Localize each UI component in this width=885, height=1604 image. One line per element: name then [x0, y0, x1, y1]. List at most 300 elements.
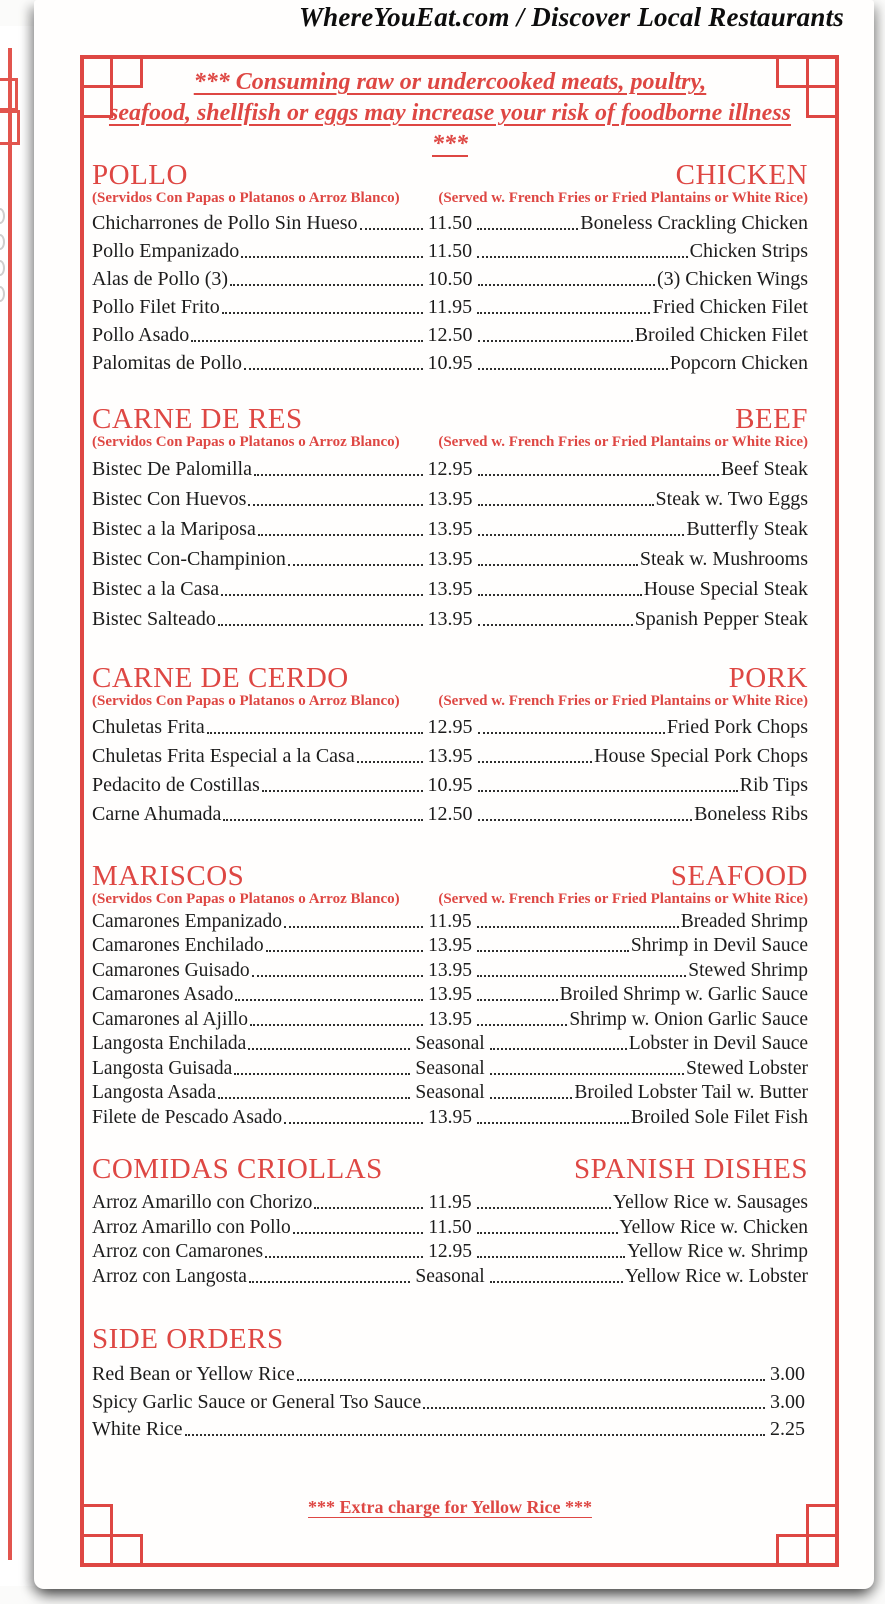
dot-leader: [357, 761, 423, 763]
item-name-en: Chicken Strips: [689, 240, 809, 262]
section-items: [92, 207, 808, 375]
item-name-es: Carne Ahumada: [92, 803, 222, 825]
menu-page: [34, 0, 874, 1589]
section-title-es: POLLO: [92, 159, 188, 191]
item-name-en: (3) Chicken Wings: [656, 268, 808, 290]
menu-item-row: [92, 1263, 808, 1288]
section-subtitle: [92, 892, 808, 906]
row-left: [92, 457, 425, 481]
item-name-en: Rib Tips: [739, 774, 808, 796]
menu-item-row: [92, 1055, 808, 1080]
dot-leader: [284, 1122, 423, 1124]
item-price: 10.95: [427, 774, 473, 796]
previous-page-border: [8, 48, 12, 1560]
dot-leader: [262, 790, 423, 792]
item-name-en: Spanish Pepper Steak: [634, 608, 808, 630]
dot-leader: [297, 1379, 765, 1381]
item-name-es: Pollo Filet Frito: [92, 296, 220, 318]
item-price: 11.50: [428, 1216, 472, 1238]
section-title-es: COMIDAS CRIOLLAS: [92, 1152, 383, 1185]
dot-leader: [314, 1207, 423, 1209]
row-right: [475, 959, 808, 982]
row-left: [92, 1081, 412, 1104]
section-mariscos: [92, 860, 809, 1129]
row-left: [92, 934, 425, 957]
menu-item-row: [92, 481, 808, 511]
row-left: [92, 1106, 425, 1129]
row-right: [475, 1240, 808, 1263]
section-subtitle: [92, 435, 808, 449]
dot-leader: [293, 1232, 424, 1234]
item-name-es: Arroz con Langosta: [92, 1265, 247, 1287]
item-name-en: Shrimp in Devil Sauce: [630, 935, 808, 956]
dot-leader: [250, 1024, 423, 1026]
row-left: [92, 715, 425, 739]
section-subtitle-es: (Servidos Con Papas o Platanos o Arroz Blanco): [92, 693, 400, 709]
dot-leader: [191, 340, 422, 342]
row-left: [92, 1032, 412, 1055]
item-price: 13.95: [427, 518, 473, 540]
row-left: [92, 1191, 425, 1214]
item-name-es: Bistec a la Mariposa: [92, 518, 256, 540]
item-name-en: Butterfly Steak: [686, 518, 808, 540]
dot-leader: [478, 790, 738, 792]
item-price: 13.95: [427, 578, 473, 600]
section-subtitle-es: (Servidos Con Papas o Platanos o Arroz Blanco): [92, 190, 400, 206]
menu-item-row: [92, 908, 808, 933]
row-right: [476, 487, 809, 511]
dot-leader: [241, 256, 423, 258]
dot-leader: [490, 1097, 573, 1099]
section-title-en: BEEF: [735, 403, 808, 435]
menu-item-row: [92, 1190, 808, 1215]
dot-leader: [221, 594, 422, 596]
dot-leader: [249, 1281, 410, 1283]
item-price: 12.95: [427, 458, 473, 480]
item-name-en: Yellow Rice w. Chicken: [619, 1216, 808, 1238]
item-name: Red Bean or Yellow Rice: [92, 1363, 295, 1385]
section-title-en: PORK: [728, 662, 808, 694]
item-name-es: Arroz Amarillo con Pollo: [92, 1216, 291, 1238]
menu-item-row: [92, 1239, 808, 1264]
row-left: [92, 267, 425, 291]
dot-leader: [478, 284, 655, 286]
row-right: [475, 239, 808, 263]
dot-leader: [207, 732, 423, 734]
health-warning: [92, 67, 808, 160]
item-name-en: Beef Steak: [720, 458, 808, 480]
item-name-en: Popcorn Chicken: [669, 352, 808, 374]
dot-leader: [218, 624, 423, 626]
item-price: 10.95: [427, 352, 473, 374]
dot-leader: [477, 1232, 618, 1234]
footer-note: *** Extra charge for Yellow Rice ***: [308, 1497, 592, 1517]
row-right: [475, 295, 808, 319]
dot-leader: [252, 975, 423, 977]
item-price: Seasonal: [415, 1057, 485, 1079]
row-left: [92, 910, 425, 933]
item-name-es: Pollo Asado: [92, 324, 190, 346]
health-warning-line2: seafood, shellfish or eggs may increase your risk of foodborne illness ***: [108, 100, 791, 157]
row-left: [92, 1265, 412, 1288]
item-price: 13.95: [428, 984, 472, 1005]
dot-leader: [477, 1207, 611, 1209]
item-name-en: Stewed Lobster: [686, 1057, 809, 1079]
menu-item-row: [92, 601, 808, 631]
row-left: [92, 239, 425, 263]
section-subtitle-en: (Served w. French Fries or Fried Plantains or White Rice): [438, 693, 808, 709]
row-left: [92, 1216, 425, 1239]
item-name-es: Arroz Amarillo con Chorizo: [92, 1192, 313, 1213]
section-heading: [92, 1322, 808, 1355]
ornament-square: [80, 1534, 113, 1567]
binding-scallop: [0, 260, 5, 276]
dot-leader: [477, 1122, 629, 1124]
item-name-es: Chicharrones de Pollo Sin Hueso: [92, 212, 358, 234]
dot-leader: [478, 534, 685, 536]
ornament-square: [776, 1534, 809, 1567]
row-left: [92, 547, 425, 571]
dot-leader: [248, 504, 422, 506]
section-heading: [92, 662, 808, 694]
menu-item-row: [92, 319, 808, 347]
row-right: [476, 773, 809, 797]
dot-leader: [477, 312, 650, 314]
row-left: [92, 607, 425, 631]
menu-item-row: [92, 1104, 808, 1129]
item-name: White Rice: [92, 1418, 183, 1440]
item-name-es: Bistec a la Casa: [92, 578, 220, 600]
item-name-es: Camarones Guisado: [92, 959, 250, 981]
dot-leader: [218, 1097, 410, 1099]
row-right: [488, 1265, 808, 1288]
item-price: 3.00: [770, 1363, 805, 1385]
item-name-en: Boneless Crackling Chicken: [580, 212, 809, 234]
menu-item-row: [92, 207, 808, 235]
ornament-square: [806, 1534, 839, 1567]
item-name-es: Chuletas Frita Especial a la Casa: [92, 745, 355, 767]
section-sides: [92, 1322, 808, 1442]
row-right: [476, 267, 809, 291]
item-price: 13.95: [428, 935, 472, 956]
section-title-en: SEAFOOD: [670, 860, 808, 892]
menu-item-row: [92, 982, 808, 1007]
menu-item-row: [92, 511, 808, 541]
previous-page-ornament-square: [0, 110, 20, 145]
row-right: [475, 910, 808, 933]
dot-leader: [265, 1256, 423, 1258]
dot-leader: [230, 284, 422, 286]
dot-leader: [360, 228, 423, 230]
item-name-en: Broiled Chicken Filet: [634, 324, 808, 346]
dot-leader: [234, 1073, 410, 1075]
section-items: [92, 1190, 808, 1288]
item-name-es: Bistec Con-Champinion: [92, 548, 286, 570]
dot-leader: [288, 564, 423, 566]
item-name-en: Broiled Sole Filet Fish: [630, 1106, 808, 1128]
dot-leader: [478, 624, 633, 626]
item-name-es: Camarones Empanizado: [92, 910, 283, 932]
item-name-en: Yellow Rice w. Lobster: [624, 1265, 809, 1287]
item-name-es: Bistec Salteado: [92, 608, 216, 630]
menu-item-row: [92, 235, 808, 263]
item-price: 2.25: [770, 1418, 805, 1440]
menu-item-row: [92, 710, 808, 739]
item-name-en: Yellow Rice w. Shrimp: [627, 1241, 808, 1262]
section-heading: [92, 403, 808, 435]
row-left: [92, 773, 425, 797]
dot-leader: [266, 950, 423, 952]
item-name-en: Lobster in Devil Sauce: [628, 1033, 809, 1054]
item-name-en: Yellow Rice w. Sausages: [613, 1192, 808, 1213]
row-left: [92, 983, 425, 1006]
dot-leader: [477, 975, 686, 977]
section-subtitle-en: (Served w. French Fries or Fried Plantains or White Rice): [438, 891, 808, 907]
menu-item-row: [92, 1359, 808, 1387]
binding-scallop: [0, 234, 5, 250]
section-subtitle-en: (Served w. French Fries or Fried Plantains or White Rice): [438, 190, 808, 206]
row-right: [476, 547, 809, 571]
item-price: 11.95: [428, 1192, 472, 1213]
section-subtitle-es: (Servidos Con Papas o Platanos o Arroz Blanco): [92, 434, 400, 450]
dot-leader: [477, 926, 679, 928]
menu-item-row: [92, 933, 808, 958]
item-name-en: Steak w. Mushrooms: [639, 548, 808, 570]
dot-leader: [478, 564, 638, 566]
menu-item-row: [92, 263, 808, 291]
item-name: Spicy Garlic Sauce or General Tso Sauce: [92, 1390, 422, 1413]
row-right: [476, 802, 809, 826]
section-title-es: CARNE DE CERDO: [92, 662, 349, 694]
ornament-square: [110, 1534, 143, 1567]
section-criollas: [92, 1152, 809, 1288]
item-name-es: Bistec Con Huevos: [92, 488, 247, 510]
item-price: 13.95: [427, 745, 473, 767]
dot-leader: [477, 950, 629, 952]
item-price: 3.00: [770, 1390, 805, 1413]
section-subtitle: [92, 694, 808, 708]
section-res: [92, 403, 808, 631]
dot-leader: [478, 594, 642, 596]
dot-leader: [284, 926, 423, 928]
item-price: 12.95: [428, 1241, 472, 1262]
item-name-es: Chuletas Frita: [92, 716, 205, 738]
menu-sections: [92, 159, 809, 1441]
row-left: [92, 802, 425, 826]
ornament-square: [806, 1504, 839, 1537]
dot-leader: [477, 228, 578, 230]
item-name-es: Langosta Enchilada: [92, 1033, 247, 1054]
section-items: [92, 1359, 808, 1442]
row-left: [92, 959, 425, 982]
section-items: [92, 710, 808, 826]
row-left: [92, 1008, 425, 1031]
item-name-es: Camarones al Ajillo: [92, 1008, 248, 1030]
item-name-en: Fried Chicken Filet: [652, 296, 809, 318]
row-left: [92, 1057, 412, 1080]
row-left: [92, 744, 425, 768]
item-name-en: House Special Steak: [643, 578, 808, 600]
menu-item-row: [92, 1214, 808, 1239]
item-price: 12.50: [427, 324, 473, 346]
menu-item-row: [92, 571, 808, 601]
row-right: [476, 577, 809, 601]
row-left: [92, 1240, 425, 1263]
previous-page-edge: [0, 26, 36, 1586]
dot-leader: [477, 1256, 625, 1258]
dot-leader: [478, 504, 654, 506]
section-pollo: [92, 159, 809, 375]
dot-leader: [478, 732, 665, 734]
row-right: [488, 1032, 808, 1055]
menu-item-row: [92, 541, 808, 571]
item-name-en: Broiled Shrimp w. Garlic Sauce: [559, 984, 808, 1005]
item-price: 10.50: [427, 268, 473, 290]
section-heading: [92, 1152, 808, 1185]
section-title-es: SIDE ORDERS: [92, 1322, 284, 1355]
item-price: 11.50: [427, 240, 473, 262]
item-price: 12.50: [427, 803, 473, 825]
item-name-en: Stewed Shrimp: [688, 959, 808, 981]
section-title-en: SPANISH DISHES: [574, 1152, 808, 1185]
item-price: Seasonal: [415, 1265, 485, 1287]
row-left: [92, 211, 425, 235]
dot-leader: [478, 368, 668, 370]
row-left: [92, 323, 425, 347]
section-heading: [92, 860, 808, 892]
dot-leader: [423, 1407, 765, 1409]
row-left: [92, 295, 425, 319]
item-name-es: Alas de Pollo (3): [92, 268, 229, 290]
dot-leader: [248, 1048, 410, 1050]
dot-leader: [244, 368, 423, 370]
row-left: [92, 577, 425, 601]
section-subtitle-en: (Served w. French Fries or Fried Plantains or White Rice): [438, 434, 808, 450]
item-price: 13.95: [428, 1008, 472, 1030]
row-right: [475, 211, 808, 235]
item-price: 13.95: [427, 488, 473, 510]
menu-item-row: [92, 1031, 808, 1056]
row-right: [476, 715, 809, 739]
dot-leader: [490, 1048, 627, 1050]
dot-leader: [478, 761, 593, 763]
dot-leader: [478, 474, 719, 476]
section-title-es: MARISCOS: [92, 860, 245, 892]
item-price: 11.50: [427, 212, 473, 234]
binding-scallop: [0, 286, 5, 302]
dot-leader: [490, 1281, 623, 1283]
menu-item-row: [92, 797, 808, 826]
item-name-es: Palomitas de Pollo: [92, 352, 242, 374]
menu-item-row: [92, 291, 808, 319]
item-name-en: Fried Pork Chops: [666, 716, 808, 738]
dot-leader: [222, 312, 423, 314]
row-left: [92, 517, 425, 541]
previous-page-ornament-square: [0, 78, 18, 111]
section-subtitle-es: (Servidos Con Papas o Platanos o Arroz Blanco): [92, 891, 400, 907]
section-title-en: CHICKEN: [675, 159, 808, 191]
dot-leader: [223, 819, 422, 821]
item-price: 11.95: [427, 296, 473, 318]
menu-item-row: [92, 1414, 808, 1442]
dot-leader: [477, 256, 688, 258]
health-warning-line1: *** Consuming raw or undercooked meats, poultry,: [193, 69, 707, 95]
section-items: [92, 451, 808, 631]
row-right: [475, 1106, 808, 1129]
item-name-en: House Special Pork Chops: [594, 745, 808, 767]
item-name-es: Camarones Asado: [92, 984, 234, 1005]
row-right: [475, 983, 808, 1006]
section-title-es: CARNE DE RES: [92, 403, 303, 435]
row-right: [488, 1057, 808, 1080]
item-name-en: Steak w. Two Eggs: [655, 488, 808, 510]
section-cerdo: [92, 662, 808, 826]
item-price: 13.95: [427, 608, 473, 630]
dot-leader: [478, 340, 633, 342]
dot-leader: [477, 999, 558, 1001]
menu-item-row: [92, 739, 808, 768]
section-items: [92, 908, 808, 1129]
menu-item-row: [92, 957, 808, 982]
item-price: 13.95: [427, 548, 473, 570]
ornament-square: [806, 55, 839, 88]
menu-item-row: [92, 451, 808, 481]
item-name-es: Langosta Guisada: [92, 1057, 233, 1079]
item-name-es: Pollo Empanizado: [92, 240, 240, 262]
dot-leader: [258, 534, 423, 536]
row-right: [476, 517, 809, 541]
item-name-es: Pedacito de Costillas: [92, 774, 260, 796]
row-right: [476, 744, 809, 768]
dot-leader: [477, 1024, 567, 1026]
menu-content: [92, 55, 808, 1518]
item-name-en: Boneless Ribs: [694, 803, 808, 825]
section-subtitle: [92, 191, 808, 205]
binding-scallop: [0, 208, 5, 224]
item-name-en: Shrimp w. Onion Garlic Sauce: [569, 1008, 808, 1030]
menu-item-row: [92, 347, 808, 375]
item-price: Seasonal: [415, 1082, 485, 1103]
dot-leader: [490, 1073, 684, 1075]
dot-leader: [185, 1434, 765, 1436]
row-right: [476, 457, 809, 481]
ornament-square: [806, 85, 839, 118]
item-price: Seasonal: [415, 1033, 485, 1054]
row-left: [92, 487, 425, 511]
row-right: [476, 351, 809, 375]
menu-item-row: [92, 768, 808, 797]
row-right: [476, 323, 809, 347]
row-right: [475, 1216, 808, 1239]
row-left: [92, 351, 425, 375]
site-header: WhereYouEat.com / Discover Local Restaurants: [298, 2, 844, 32]
dot-leader: [235, 999, 423, 1001]
item-price: 13.95: [428, 959, 472, 981]
row-right: [475, 934, 808, 957]
item-price: 12.95: [427, 716, 473, 738]
row-right: [476, 607, 809, 631]
item-name-es: Camarones Enchilado: [92, 935, 264, 956]
item-name-en: Broiled Lobster Tail w. Butter: [574, 1082, 809, 1103]
item-price: 13.95: [428, 1106, 472, 1128]
menu-item-row: [92, 1080, 808, 1105]
row-right: [475, 1008, 808, 1031]
item-name-es: Arroz con Camarones: [92, 1241, 264, 1262]
row-right: [475, 1191, 808, 1214]
item-name-es: Langosta Asada: [92, 1082, 217, 1103]
menu-item-row: [92, 1386, 808, 1414]
menu-item-row: [92, 1006, 808, 1031]
